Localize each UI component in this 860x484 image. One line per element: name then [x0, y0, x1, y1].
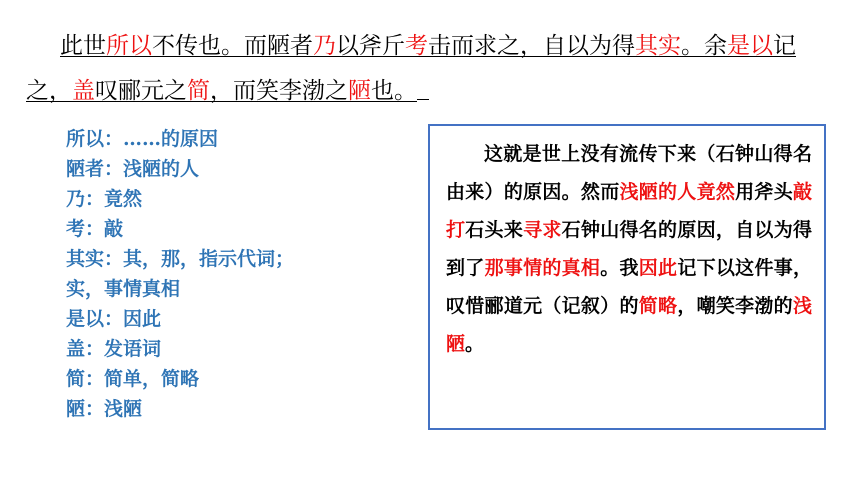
translation-key-term: 敲打	[446, 181, 812, 241]
passage-key-term: 乃	[313, 33, 336, 59]
translation-key-term: 简略	[638, 295, 678, 317]
passage-key-term: 其实	[635, 33, 681, 59]
passage-segment: 不传也。而陋者	[152, 33, 313, 59]
translation-segment: 石钟山得名的原因，自以为得到了	[446, 219, 812, 279]
note-item: 考：敲	[66, 218, 124, 240]
translation-segment: 。	[465, 333, 485, 355]
passage-segment: 击而求之，自以为得	[428, 33, 635, 59]
note-item: 乃：竟然	[66, 188, 143, 210]
vocabulary-notes	[66, 124, 294, 424]
note-item: 陋者：浅陋的人	[66, 158, 200, 180]
translation-key-term: 浅陋	[446, 295, 812, 355]
translation-segment: 。我	[600, 257, 639, 279]
note-item: 盖：发语词	[66, 338, 162, 360]
translation-key-term: 浅陋的人竟然	[619, 181, 736, 203]
translation-segment: 用斧头	[735, 181, 793, 203]
note-item: 是以：因此	[66, 308, 162, 330]
passage-key-term: 是以	[727, 33, 773, 59]
translation-key-term: 寻求	[523, 219, 562, 241]
note-item: 陋：浅陋	[66, 398, 143, 420]
translation-text	[446, 135, 812, 363]
note-item: 所以：……的原因	[66, 128, 219, 150]
passage-underline-tail	[417, 77, 429, 100]
passage-key-term: 考	[405, 33, 428, 59]
passage-key-term: 陋	[348, 78, 371, 104]
passage-segment: 。余	[681, 33, 727, 59]
passage-key-term: 所以	[106, 33, 152, 59]
passage-key-term: 简	[187, 78, 210, 104]
note-item: 简：简单，简略	[66, 368, 200, 390]
passage-segment: 也。	[371, 78, 417, 104]
translation-segment: 记下以这件事，叹惜郦道元（记叙）的	[446, 257, 812, 317]
translation-segment: 这就是世上没有流传下来（石钟山得名由来）的原因。然而	[446, 143, 812, 203]
passage-segment: 此世	[60, 33, 106, 59]
translation-key-term: 那事情的真相	[484, 257, 601, 279]
classical-passage	[26, 24, 836, 114]
note-item: 其实：其，那，指示代词；	[66, 248, 295, 270]
translation-key-term: 因此	[638, 257, 678, 279]
passage-segment: 叹郦元之	[95, 78, 187, 104]
passage-text	[26, 33, 796, 104]
passage-segment: ，而笑李渤之	[210, 78, 348, 104]
note-item: 实，事情真相	[66, 278, 181, 300]
passage-segment: 以斧斤	[336, 33, 405, 59]
translation-segment: ，嘲笑李渤的	[677, 295, 793, 317]
passage-segment: 记之，	[26, 33, 796, 104]
translation-segment: 石头来	[465, 219, 524, 241]
passage-key-term: 盖	[72, 78, 95, 104]
